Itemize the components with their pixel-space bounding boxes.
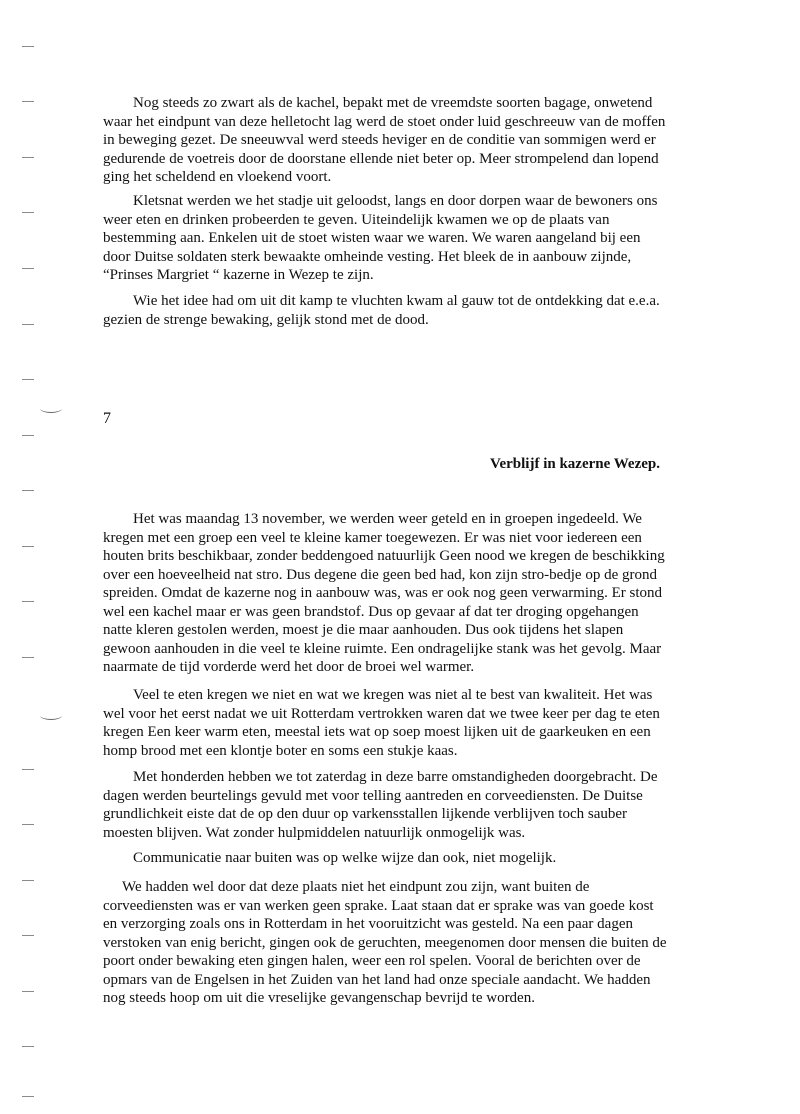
paragraph-5 — [103, 686, 720, 760]
margin-mark — [22, 1046, 34, 1047]
text-line: nog steeds hoop om uit die vreselijke gevangenschap bevrijd te worden. — [103, 990, 535, 1006]
text-line: houten brits beschikbaar, zonder beddengoed natuurlijk Geen nood we kregen de beschikking — [103, 548, 665, 564]
text-line: Veel te eten kregen we niet en wat we kregen was niet al te best van kwaliteit. Het was — [133, 687, 653, 703]
margin-mark — [22, 991, 34, 992]
text-line: en verzorging zoals ons in Rotterdam in het vooruitzicht was gesteld. Na een paar dagen — [103, 916, 633, 932]
margin-mark — [22, 490, 34, 491]
text-line: Wie het idee had om uit dit kamp te vluchten kwam al gauw tot de ontdekking dat e.e.a. — [133, 293, 660, 309]
text-line: spreiden. Omdat de kazerne nog in aanbouw was, was er ook nog geen verwarming. Er stond — [103, 585, 662, 601]
text-line: homp brood met een klontje boter en soms een stukje kaas. — [103, 742, 458, 759]
text-line: kregen Een keer warm eten, meestal iets wat op soep moest lijken uit de gaarkeuken en een — [103, 724, 651, 740]
text-line: gedurende de voetreis door de doorstane ellende niet beter op. Meer strompelend dan lopend — [103, 150, 659, 167]
paragraph-6 — [103, 768, 720, 842]
margin-mark — [22, 324, 34, 325]
text-line: gewoon aanhouden in die veel te kleine ruimte. Een ondragelijke stank was het gevolg. Maar — [103, 640, 662, 657]
margin-mark — [22, 601, 34, 602]
text-line: Nog steeds zo zwart als de kachel, bepakt met de vreemdste soorten bagage, onwetend — [133, 95, 653, 111]
text-line: gezien de strenge bewaking, gelijk stond met de dood. — [103, 311, 429, 328]
text-line: opmars van de Engelsen in het Zuiden van het land had onze speciale aandacht. We hadden — [103, 971, 651, 988]
text-line: Kletsnat werden we het stadje uit geloodst, langs en door dorpen waar de bewoners ons — [133, 193, 658, 209]
paragraph-8 — [103, 878, 720, 1008]
margin-mark — [22, 546, 34, 547]
margin-curve — [40, 404, 62, 413]
margin-mark — [22, 212, 34, 213]
margin-mark — [22, 769, 34, 770]
margin-mark — [22, 657, 34, 658]
text-line: bestemming aan. Enkelen uit de stoet wisten waar we waren. We waren aangeland bij een — [103, 230, 641, 246]
text-line: verstoken van enig bericht, gingen ook de geruchten, meegenomen door mensen die buiten de — [103, 934, 667, 951]
text-line: in beweging gezet. De sneeuwval werd steeds heviger en de conditie van sommigen werd er — [103, 132, 656, 148]
margin-mark — [22, 435, 34, 436]
margin-mark — [22, 46, 34, 47]
text-line: Met honderden hebben we tot zaterdag in deze barre omstandigheden doorgebracht. De — [133, 769, 658, 785]
text-line: wel een kachel maar er was geen brandstof. Dus op gevaar af dat ter droging opgehangen — [103, 603, 639, 620]
text-line: over een hoeveelheid nat stro. Dus degene die geen bed had, kon zijn stro-bedje op de grond — [103, 566, 657, 583]
text-line: grundlichkeit eiste dat de op den duur op varkensstallen lijkende verblijven toch sauber — [103, 806, 628, 822]
text-line: moesten blijven. Wat zonder hulpmiddelen natuurlijk onmogelijk was. — [103, 824, 526, 841]
text-line: dagen werden beurtelings gevuld met voor telling aantreden en corveediensten. De Duitse — [103, 787, 643, 804]
text-line: naarmate de tijd vorderde werd het door de broei wel warmer. — [103, 659, 475, 675]
text-line: natte kleren gestolen werden, moest je die maar aanhouden. Dus ook tijdens het slapen — [103, 622, 624, 638]
margin-mark — [22, 935, 34, 936]
text-line: waar het eindpunt van deze helletocht lag werd de stoet onder luid geschreeuw van de moffen — [103, 113, 666, 130]
text-line: We hadden wel door dat deze plaats niet het eindpunt zou zijn, want buiten de — [122, 879, 590, 895]
text-line: ging het scheldend en vloekend voort. — [103, 169, 332, 185]
margin-mark — [22, 824, 34, 825]
paragraph-7: Communicatie naar buiten was op welke wijze dan ook, niet mogelijk. — [133, 850, 557, 866]
paragraph-2 — [103, 192, 720, 285]
page-number: 7 — [103, 410, 111, 427]
margin-mark — [22, 379, 34, 380]
margin-mark — [22, 880, 34, 881]
text-line: door Duitse soldaten sterk bewaakte omheinde vesting. Het bleek de in aanbouw zijnde, — [103, 248, 632, 265]
text-line: poort onder bewaking eten gingen halen, weer een rol spelen. Vooral de berichten over de — [103, 953, 641, 969]
margin-mark — [22, 1096, 34, 1097]
margin-mark — [22, 268, 34, 269]
paragraph-1 — [103, 94, 720, 187]
text-line: wel voor het eerst nadat we uit Rotterdam vertrokken waren dat we twee keer per dag te eten — [103, 705, 660, 722]
paragraph-3 — [103, 292, 720, 329]
paragraph-4 — [103, 510, 720, 677]
margin-curve — [40, 711, 62, 720]
margin-mark — [22, 157, 34, 158]
text-line: kregen met een groep een veel te kleine kamer toegewezen. Er was niet voor iedereen een — [103, 529, 642, 546]
text-line: “Prinses Margriet “ kazerne in Wezep te zijn. — [103, 267, 374, 283]
margin-mark — [22, 101, 34, 102]
text-line: corveediensten was er van werken geen sprake. Laat staan dat er sprake was van goede kost — [103, 897, 654, 914]
text-line: weer eten en drinken probeerden te geven. Uiteindelijk kwamen we op de plaats van — [103, 211, 610, 228]
section-heading: Verblijf in kazerne Wezep. — [490, 456, 660, 472]
text-line: Het was maandag 13 november, we werden weer geteld en in groepen ingedeeld. We — [133, 511, 642, 527]
